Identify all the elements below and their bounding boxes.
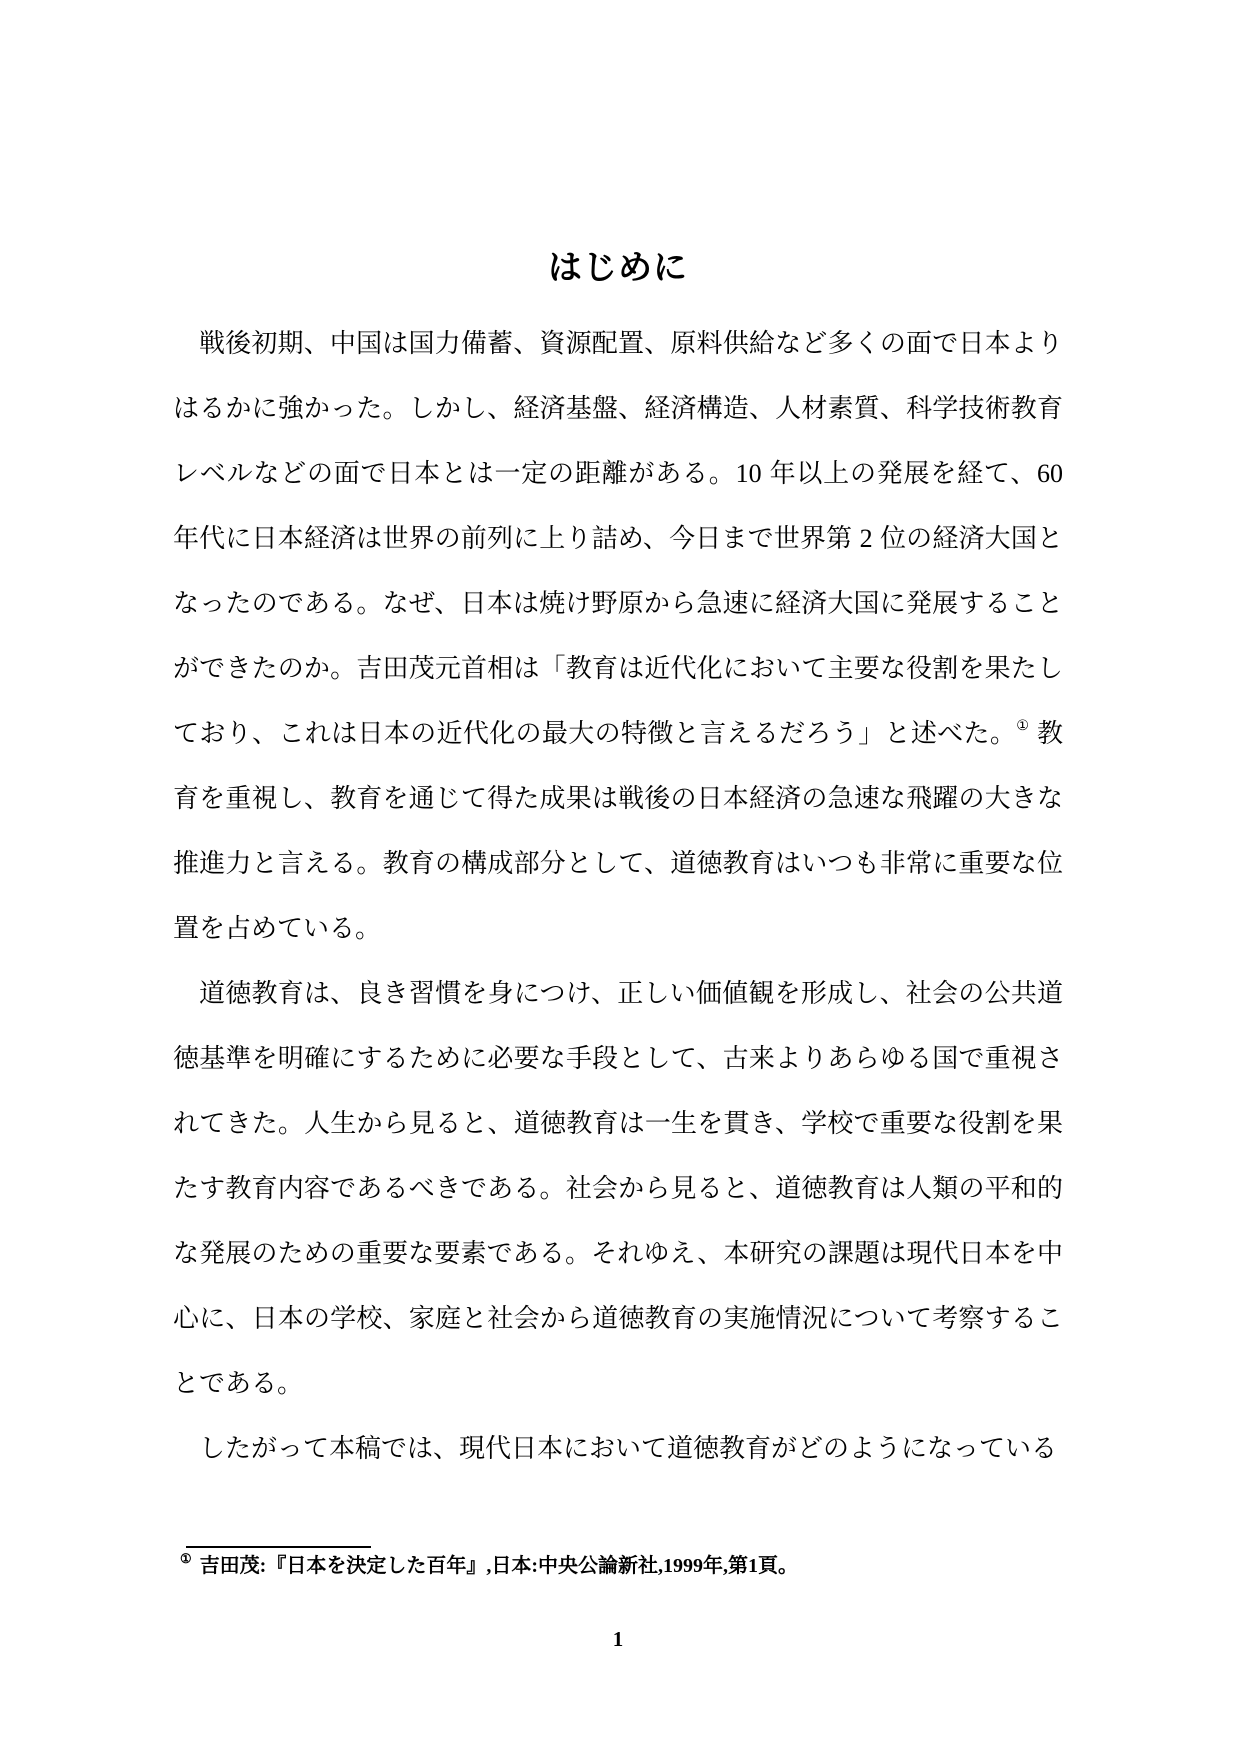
text-line: [173, 1026, 1063, 1091]
text-segment: 徳基準を明確にするために必要な手段として、古来よりあらゆる国で重視さ: [173, 1043, 1063, 1073]
text-segment: な発展のための重要な要素である。それゆえ、本研究の課題は現代日本を中: [173, 1238, 1063, 1268]
text-segment: 道徳教育は、良き習慣を身につけ、正しい価値観を形成し、社会の公共道: [199, 978, 1063, 1008]
page-title: はじめに: [548, 248, 688, 287]
text-segment: たす教育内容であるべきである。社会から見ると、道徳教育は人類の平和的: [173, 1173, 1063, 1203]
text-segment: 10: [735, 459, 762, 488]
text-line: [173, 311, 1063, 376]
footnote-separator-rule: [186, 1546, 371, 1548]
text-segment: れてきた。人生から見ると、道徳教育は一生を貫き、学校で重要な役割を果: [173, 1108, 1063, 1138]
text-segment: とである。: [173, 1368, 304, 1398]
text-segment: 心に、日本の学校、家庭と社会から道徳教育の実施情況について考察するこ: [173, 1303, 1063, 1333]
text-segment: ており、これは日本の近代化の最大の特徴と言えるだろう」と述べた。: [173, 718, 1017, 748]
text-line: [173, 766, 1063, 831]
text-segment: 位の経済大国と: [872, 523, 1063, 553]
text-segment: 年以上の発展を経て、: [761, 458, 1037, 488]
text-segment: ができたのか。吉田茂元首相は「教育は近代化において主要な役割を果たし: [173, 653, 1063, 683]
text-segment: 60: [1036, 459, 1063, 488]
text-line: [173, 441, 1063, 506]
text-line: [173, 1091, 1063, 1156]
text-segment: 育を重視し、教育を通じて得た成果は戦後の日本経済の急速な飛躍の大きな: [173, 783, 1063, 813]
text-segment: 年代に日本経済は世界の前列に上り詰め、今日まで世界第: [173, 523, 860, 553]
text-line: [173, 1156, 1063, 1221]
text-line: [173, 506, 1063, 571]
text-segment: 推進力と言える。教育の構成部分として、道徳教育はいつも非常に重要な位: [173, 848, 1063, 878]
text-segment: はるかに強かった。しかし、経済基盤、経済構造、人材素質、科学技術教育: [173, 393, 1063, 423]
text-segment: 2: [859, 524, 873, 553]
text-segment: 教: [1029, 718, 1063, 748]
text-line: [173, 1286, 1063, 1351]
text-segment: したがって本稿では、現代日本において道徳教育がどのようになっている: [199, 1433, 1058, 1463]
footnote-marker: ①: [180, 1551, 192, 1566]
text-line: [173, 571, 1063, 636]
text-segment: 戦後初期、中国は国力備蓄、資源配置、原料供給など多くの面で日本より: [199, 328, 1063, 358]
text-line: [173, 831, 1063, 896]
text-segment: レベルなどの面で日本とは一定の距離がある。: [173, 458, 736, 488]
text-line: [173, 1221, 1063, 1286]
text-line: [173, 636, 1063, 701]
text-line: [173, 896, 1063, 961]
footnote: [180, 1551, 1070, 1581]
text-line: [173, 1351, 1063, 1416]
text-segment: 置を占めている。: [173, 913, 382, 943]
page-number: 1: [612, 1627, 624, 1651]
text-segment: なったのである。なぜ、日本は焼け野原から急速に経済大国に発展すること: [173, 588, 1063, 618]
footnote-reference-marker: ①: [1016, 718, 1030, 734]
text-line: [173, 1416, 1063, 1481]
text-line: [173, 376, 1063, 441]
body-text: [173, 311, 1063, 1481]
footnote-text: 吉田茂:『日本を決定した百年』,日本:中央公論新社,1999年,第1頁。: [199, 1555, 798, 1577]
text-line: [173, 961, 1063, 1026]
text-line: [173, 701, 1063, 766]
